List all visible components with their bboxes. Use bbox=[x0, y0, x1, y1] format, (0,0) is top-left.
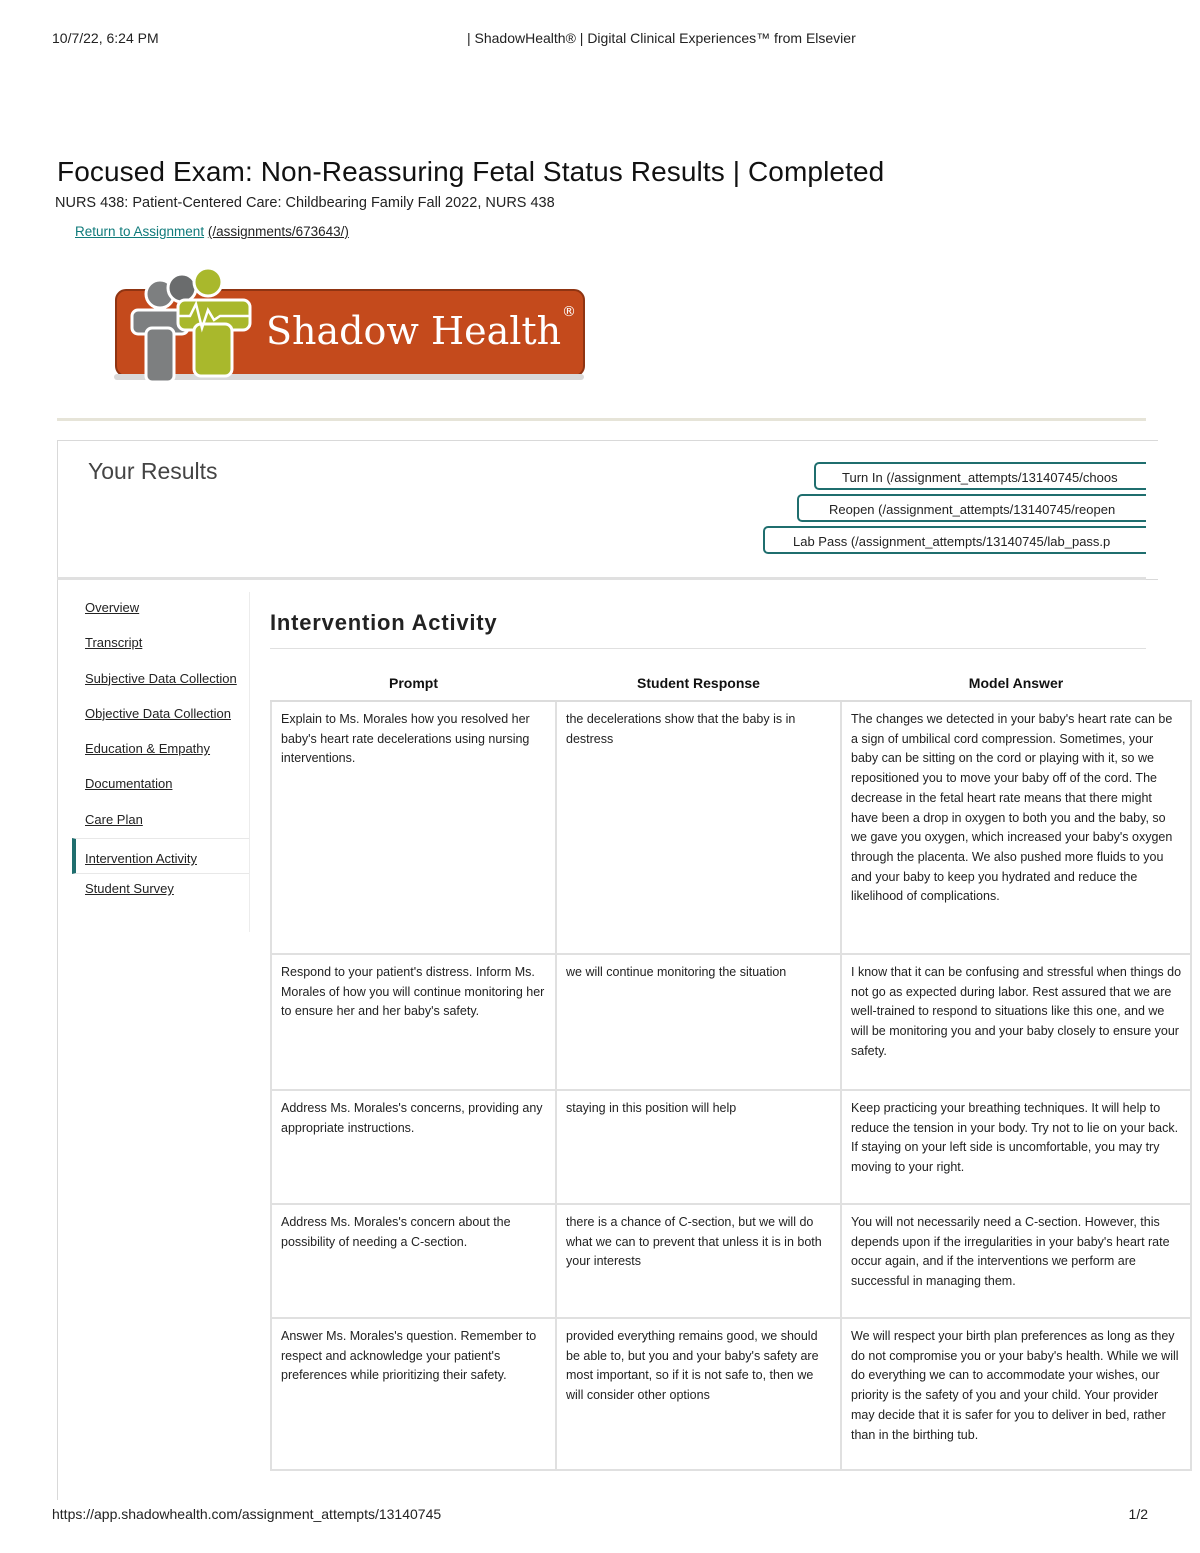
print-title: | ShadowHealth® | Digital Clinical Experiences™ from Elsevier bbox=[467, 30, 856, 46]
prompt-cell: Answer Ms. Morales's question. Remember to respect and acknowledge your patient's preferences while prioritizing their safety. bbox=[271, 1318, 556, 1470]
model-answer-cell: You will not necessarily need a C-section. However, this depends upon if the irregularities in your baby's heart rate occur again, and if the interventions we perform are successful in managing them. bbox=[841, 1204, 1191, 1318]
sidebar-divider bbox=[249, 592, 250, 932]
prompt-cell: Address Ms. Morales's concern about the possibility of needing a C-section. bbox=[271, 1204, 556, 1318]
results-title: Your Results bbox=[88, 458, 218, 484]
header-model-answer: Model Answer bbox=[841, 666, 1191, 701]
prompt-cell: Respond to your patient's distress. Inform Ms. Morales of how you will continue monitoring her to ensure her and her baby's safety. bbox=[271, 954, 556, 1090]
table-header-row bbox=[271, 666, 1191, 701]
sidebar-item-objective[interactable]: Objective Data Collection bbox=[85, 705, 231, 721]
print-url: https://app.shadowhealth.com/assignment_attempts/13140745 bbox=[52, 1506, 442, 1522]
print-date: 10/7/22, 6:24 PM bbox=[52, 30, 159, 46]
model-answer-cell: Keep practicing your breathing techniques. It will help to reduce the tension in your body. Try not to lie on your back. If staying on your left side is uncomfortable, you may try moving to your right. bbox=[841, 1090, 1191, 1204]
sidebar-item-subjective[interactable]: Subjective Data Collection bbox=[85, 670, 237, 686]
logo-registered-mark: ® bbox=[562, 304, 576, 320]
header-student-response: Student Response bbox=[556, 666, 841, 701]
return-link-path[interactable]: (/assignments/673643/) bbox=[207, 224, 349, 239]
results-sidebar bbox=[72, 597, 250, 913]
reopen-button[interactable]: Reopen (/assignment_attempts/13140745/reopen bbox=[797, 494, 1146, 522]
results-divider bbox=[57, 577, 1146, 580]
header-divider bbox=[57, 418, 1146, 421]
shadow-health-logo bbox=[108, 268, 588, 392]
student-response-cell: there is a chance of C-section, but we will do what we can to prevent that unless it is in both your interests bbox=[556, 1204, 841, 1318]
turn-in-button[interactable]: Turn In (/assignment_attempts/13140745/choos bbox=[814, 462, 1146, 490]
section-title: Intervention Activity bbox=[270, 610, 498, 635]
print-header bbox=[52, 30, 1148, 50]
student-response-cell: provided everything remains good, we should be able to, but you and your baby's safety are most important, so if it is not safe to, then we will consider other options bbox=[556, 1318, 841, 1470]
model-answer-cell: The changes we detected in your baby's heart rate can be a sign of umbilical cord compression. Sometimes, your baby can be sitting on the cord or playing with it, so we repositioned you to move your baby off of the cord. The decrease in the fetal heart rate means that there might have been a drop in oxygen to both you and the baby, so we gave you oxygen, which increased your baby's oxygen through the placenta. We also pushed more fluids to you and your baby to keep you hydrated and reduce the likelihood of complications. bbox=[841, 701, 1191, 954]
table-row bbox=[271, 1090, 1191, 1204]
table-row bbox=[271, 701, 1191, 954]
model-answer-cell: I know that it can be confusing and stressful when things do not go as expected during labor. Rest assured that we are well-trained to respond to situations like this one, and we will be monitoring you and your baby closely to ensure your safety. bbox=[841, 954, 1191, 1090]
prompt-cell: Address Ms. Morales's concerns, providing any appropriate instructions. bbox=[271, 1090, 556, 1204]
section-divider bbox=[270, 648, 1146, 649]
model-answer-cell: We will respect your birth plan preferences as long as they do not compromise you or your baby's health. While we will do everything we can to accommodate your wishes, our priority is the safety of you and your child. Your provider may decide that it is safer for you to deliver in bed, rather than in the birthing tub. bbox=[841, 1318, 1191, 1470]
sidebar-item-survey[interactable]: Student Survey bbox=[85, 881, 174, 897]
student-response-cell: staying in this position will help bbox=[556, 1090, 841, 1204]
logo-text: Shadow Health bbox=[266, 309, 562, 353]
sidebar-item-care-plan[interactable]: Care Plan bbox=[85, 811, 143, 827]
sidebar-item-education[interactable]: Education & Empathy bbox=[85, 741, 211, 757]
return-to-assignment-link[interactable] bbox=[75, 224, 349, 239]
content-left-border bbox=[57, 580, 58, 1500]
sidebar-item-overview[interactable]: Overview bbox=[85, 600, 140, 615]
sidebar-item-transcript[interactable]: Transcript bbox=[85, 635, 143, 651]
page-title: Focused Exam: Non-Reassuring Fetal Status Results | Completed bbox=[57, 156, 885, 187]
print-page-number: 1/2 bbox=[1128, 1506, 1148, 1522]
sidebar-item-documentation[interactable]: Documentation bbox=[85, 776, 173, 792]
header-prompt: Prompt bbox=[271, 666, 556, 701]
student-response-cell: we will continue monitoring the situation bbox=[556, 954, 841, 1090]
table-row bbox=[271, 1204, 1191, 1318]
student-response-cell: the decelerations show that the baby is in destress bbox=[556, 701, 841, 954]
sidebar-item-intervention[interactable]: Intervention Activity bbox=[72, 838, 250, 874]
return-link-label[interactable]: Return to Assignment bbox=[75, 224, 205, 239]
table-row bbox=[271, 954, 1191, 1090]
intervention-table bbox=[270, 666, 1182, 1476]
lab-pass-button[interactable]: Lab Pass (/assignment_attempts/13140745/lab_pass.p bbox=[763, 526, 1146, 554]
table-row bbox=[271, 1318, 1191, 1470]
print-footer bbox=[52, 1506, 1148, 1522]
course-subtitle: NURS 438: Patient-Centered Care: Childbearing Family Fall 2022, NURS 438 bbox=[55, 195, 555, 211]
prompt-cell: Explain to Ms. Morales how you resolved her baby's heart rate decelerations using nursing interventions. bbox=[271, 701, 556, 954]
